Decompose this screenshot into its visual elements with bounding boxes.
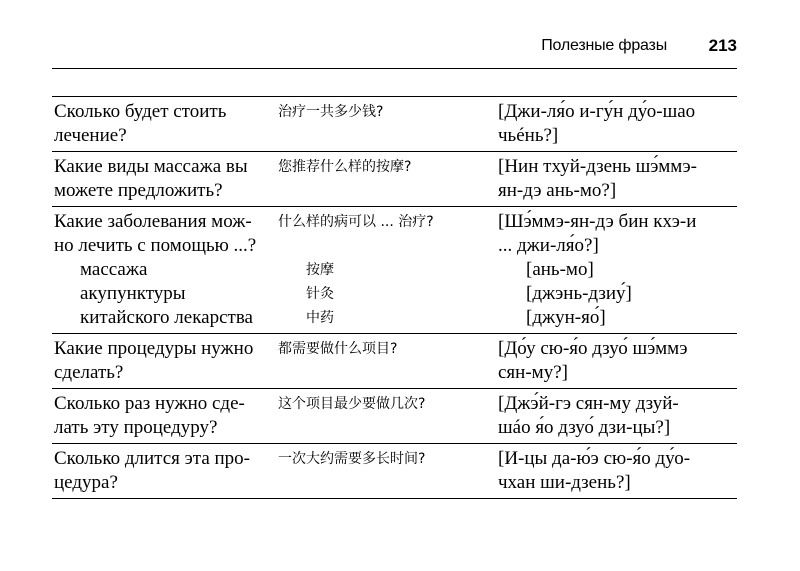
chinese-phrase: 一次大约需要多长时间? bbox=[276, 444, 496, 499]
table-row bbox=[52, 389, 737, 444]
chinese-phrase: 您推荐什么样的按摩? bbox=[276, 152, 496, 207]
option-item: массажа bbox=[80, 259, 148, 280]
transliteration: [Джэ́й-гэ сян-му дзуй- шáо я́о дзуо́ дзи-цы?] bbox=[496, 389, 737, 444]
option-item: [джэнь-дзиу́] bbox=[526, 283, 632, 304]
chinese-phrase: 什么样的病可以 ... 治疗? 按摩 针灸 中药 bbox=[276, 207, 496, 334]
option-item: [ань-мо] bbox=[526, 259, 594, 280]
transliteration: [До́у сю-я́о дзуо́ шэ́ммэ сян-му?] bbox=[496, 334, 737, 389]
table-row bbox=[52, 152, 737, 207]
running-title: Полезные фразы bbox=[541, 37, 667, 54]
page-header bbox=[52, 34, 737, 69]
table-row bbox=[52, 334, 737, 389]
transliteration: [Нин тхуй-дзень шэ́ммэ- ян-дэ ань-мо?] bbox=[496, 152, 737, 207]
transliteration: [Джи-ля́о и-гу́н ду́о-шао чьéнь?] bbox=[496, 97, 737, 152]
russian-phrase: Сколько длится эта про- цедура? bbox=[52, 444, 276, 499]
transliteration: [И-цы да-ю́э сю-я́о ду́о- чхан ши-дзень?] bbox=[496, 444, 737, 499]
russian-phrase: Сколько будет стоить лечение? bbox=[52, 97, 276, 152]
table-row bbox=[52, 444, 737, 499]
option-item: китайского лекарства bbox=[80, 307, 253, 328]
page-number: 213 bbox=[708, 36, 737, 55]
table-row bbox=[52, 97, 737, 152]
phrase-table bbox=[52, 96, 737, 499]
option-item: [джун-яо́] bbox=[526, 307, 606, 328]
chinese-phrase: 这个项目最少要做几次? bbox=[276, 389, 496, 444]
option-item: акупунктуры bbox=[80, 283, 186, 304]
table-row bbox=[52, 207, 737, 334]
russian-phrase: Сколько раз нужно сде- лать эту процедуру? bbox=[52, 389, 276, 444]
option-item: 针灸 bbox=[306, 286, 334, 302]
russian-phrase: Какие заболевания мож- но лечить с помощью ...? массажа акупунктуры китайского лекарства bbox=[52, 207, 276, 334]
russian-phrase: Какие процедуры нужно сделать? bbox=[52, 334, 276, 389]
option-item: 中药 bbox=[306, 310, 334, 326]
option-item: 按摩 bbox=[306, 262, 334, 278]
russian-phrase: Какие виды массажа вы можете предложить? bbox=[52, 152, 276, 207]
transliteration: [Шэ́ммэ-ян-дэ бин кхэ-и ... джи-ля́о?] [ань-мо] [джэнь-дзиу́] [джун-яо́] bbox=[496, 207, 737, 334]
chinese-phrase: 治疗一共多少钱? bbox=[276, 97, 496, 152]
chinese-phrase: 都需要做什么项目? bbox=[276, 334, 496, 389]
